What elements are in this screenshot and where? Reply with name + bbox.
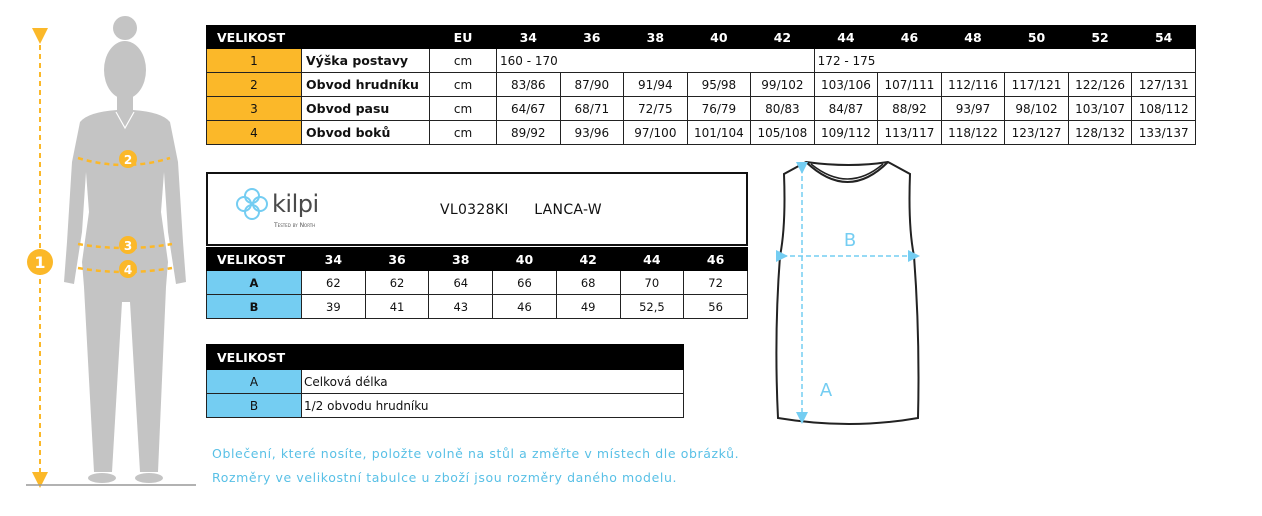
table-cell: 93/96 [560,121,624,145]
size-col: 40 [493,248,557,271]
kilpi-logo-icon [232,184,272,224]
brand-name: kilpi [272,190,319,218]
table-cell: 72/75 [624,97,688,121]
row-unit: cm [430,73,497,97]
svg-text:4: 4 [123,263,133,277]
shirt-label-b: B [843,230,857,251]
size-col: 36 [560,26,624,49]
table-cell: 80/83 [751,97,815,121]
unit-header: EU [430,26,497,49]
table-cell: 66 [493,271,557,295]
size-col: 46 [684,248,748,271]
height-marker [27,249,53,275]
row-number: 1 [207,49,302,73]
product-title [440,202,602,218]
row-number: 4 [207,121,302,145]
table-cell: 83/86 [497,73,561,97]
size-header-label: VELIKOST [207,248,302,271]
row-unit: cm [430,49,497,73]
measure-instruction: Oblečení, které nosíte, položte volně na stůl a změřte v místech dle obrázků. [212,446,740,461]
legend-description: Celková délka [302,370,684,394]
table-cell: 123/127 [1005,121,1069,145]
size-header-label: VELIKOST [207,26,430,49]
table-cell: 84/87 [814,97,878,121]
table-row [207,49,1196,73]
table-cell: 107/111 [878,73,942,97]
table-cell: 72 [684,271,748,295]
table-cell: 118/122 [941,121,1005,145]
table-cell: 97/100 [624,121,688,145]
svg-text:3: 3 [123,239,133,253]
legend-header-label: VELIKOST [207,345,684,370]
row-unit: cm [430,97,497,121]
garment-table-header [207,248,748,271]
table-cell: 64 [429,271,493,295]
size-col: 34 [497,26,561,49]
product-name: LANCA-W [534,202,602,218]
table-cell: 64/67 [497,97,561,121]
row-label: Výška postavy [302,49,430,73]
garment-size-table [206,247,748,319]
table-cell: 43 [429,295,493,319]
table-cell: 49 [556,295,620,319]
table-cell: 89/92 [497,121,561,145]
table-cell: 91/94 [624,73,688,97]
table-cell: 133/137 [1132,121,1196,145]
legend-description: 1/2 obvodu hrudníku [302,394,684,418]
size-col: 42 [751,26,815,49]
table-cell: 76/79 [687,97,751,121]
table-cell: 70 [620,271,684,295]
size-col: 34 [302,248,366,271]
table-cell: 122/126 [1068,73,1132,97]
body-table-header [207,26,1196,49]
table-row [207,394,684,418]
body-size-table [206,25,1196,145]
size-col: 44 [620,248,684,271]
size-col: 48 [941,26,1005,49]
chest-marker [119,150,137,168]
size-col: 38 [429,248,493,271]
table-row [207,97,1196,121]
table-cell: 101/104 [687,121,751,145]
table-row [207,121,1196,145]
svg-text:1: 1 [34,253,46,272]
table-row [207,370,684,394]
table-cell: 108/112 [1132,97,1196,121]
table-cell: 103/106 [814,73,878,97]
table-row [207,73,1196,97]
legend-table-header [207,345,684,370]
brand-tagline: Tested by North [274,222,316,229]
hips-marker [119,260,137,278]
table-cell: 105/108 [751,121,815,145]
table-row [207,295,748,319]
legend-label: B [207,394,302,418]
model-note: Rozměry ve velikostní tabulce u zboží jsou rozměry daného modelu. [212,470,678,485]
shirt-label-a: A [819,380,833,401]
table-cell: 112/116 [941,73,1005,97]
table-cell: 128/132 [1068,121,1132,145]
table-cell: 127/131 [1132,73,1196,97]
size-col: 46 [878,26,942,49]
row-unit: cm [430,121,497,145]
legend-table [206,344,684,418]
size-col: 54 [1132,26,1196,49]
legend-label: A [207,370,302,394]
shirt-diagram [768,156,933,436]
table-row [207,271,748,295]
table-cell: 95/98 [687,73,751,97]
size-col: 44 [814,26,878,49]
product-header [206,172,748,246]
table-cell: 56 [684,295,748,319]
table-cell: 41 [365,295,429,319]
row-label: B [207,295,302,319]
height-range: 172 - 175 [814,49,1195,73]
size-col: 50 [1005,26,1069,49]
table-cell: 93/97 [941,97,1005,121]
row-label: Obvod pasu [302,97,430,121]
table-cell: 46 [493,295,557,319]
table-cell: 87/90 [560,73,624,97]
table-cell: 117/121 [1005,73,1069,97]
table-cell: 103/107 [1068,97,1132,121]
height-range: 160 - 170 [497,49,815,73]
svg-text:2: 2 [123,153,133,167]
table-cell: 88/92 [878,97,942,121]
table-cell: 98/102 [1005,97,1069,121]
waist-marker [119,236,137,254]
table-cell: 62 [365,271,429,295]
row-label: Obvod boků [302,121,430,145]
table-cell: 109/112 [814,121,878,145]
size-col: 38 [624,26,688,49]
product-code: VL0328KI [440,202,509,218]
row-label: Obvod hrudníku [302,73,430,97]
table-cell: 113/117 [878,121,942,145]
table-cell: 99/102 [751,73,815,97]
table-cell: 68/71 [560,97,624,121]
row-number: 3 [207,97,302,121]
table-cell: 52,5 [620,295,684,319]
table-cell: 68 [556,271,620,295]
row-label: A [207,271,302,295]
size-col: 40 [687,26,751,49]
size-col: 36 [365,248,429,271]
table-cell: 39 [302,295,366,319]
table-cell: 62 [302,271,366,295]
size-col: 52 [1068,26,1132,49]
body-figure [18,12,198,492]
row-number: 2 [207,73,302,97]
size-col: 42 [556,248,620,271]
